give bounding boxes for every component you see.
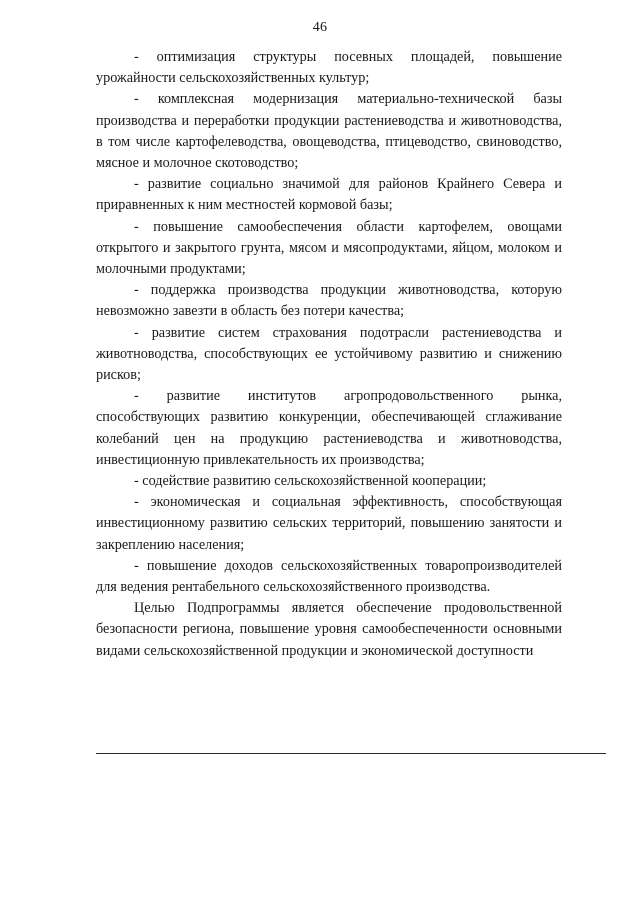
document-body	[96, 47, 562, 662]
paragraph-self-sufficiency: - повышение самообеспечения области картофелем, овощами открытого и закрытого грунта, мясом и мясопродуктами, яйцом, молоком и молочными продуктами;	[96, 218, 562, 278]
paragraph-modernization: - комплексная модернизация материально-технической базы производства и переработки продукции растениеводства и животноводства, в том числе картофелеводства, овощеводства, птицеводство, свиноводство, мясное и молочное скотоводство;	[96, 91, 562, 172]
paragraph-fodder-base: - развитие социально значимой для районов Крайнего Севера и приравненных к ним местностей кормовой базы;	[96, 176, 562, 214]
paragraph-livestock-support: - поддержка производства продукции животноводства, которую невозможно завезти в область без потери качества;	[96, 282, 562, 320]
paragraph-insurance: - развитие систем страхования подотрасли растениеводства и животноводства, способствующих ее устойчивому развитию и снижению рисков;	[96, 324, 562, 384]
paragraph-rural-efficiency: - экономическая и социальная эффективность, способствующая инвестиционному развитию сельских территорий, повышению занятости и закреплению населения;	[96, 494, 562, 553]
paragraph-cooperation: - содействие развитию сельскохозяйственной кооперации;	[134, 473, 487, 490]
page-number: 46	[312, 20, 328, 35]
footer-rule	[96, 753, 606, 754]
paragraph-market-institutions: - развитие институтов агропродовольственного рынка, способствующих развитию конкуренции, обеспечивающей сглаживание колебаний цен на продукцию растениеводства и животноводства, инвестиционную привлекательность их производства;	[96, 388, 562, 468]
paragraph-program-goal: Целью Подпрограммы является обеспечение продовольственной безопасности региона, повышение уровня самообеспеченности основными видами сельскохозяйственной продукции и экономической доступности	[96, 600, 562, 659]
paragraph-producer-income: - повышение доходов сельскохозяйственных товаропроизводителей для ведения рентабельного сельскохозяйственного производства.	[96, 557, 562, 596]
paragraph-crop-structure: - оптимизация структуры посевных площадей, повышение урожайности сельскохозяйственных культур;	[96, 49, 562, 87]
